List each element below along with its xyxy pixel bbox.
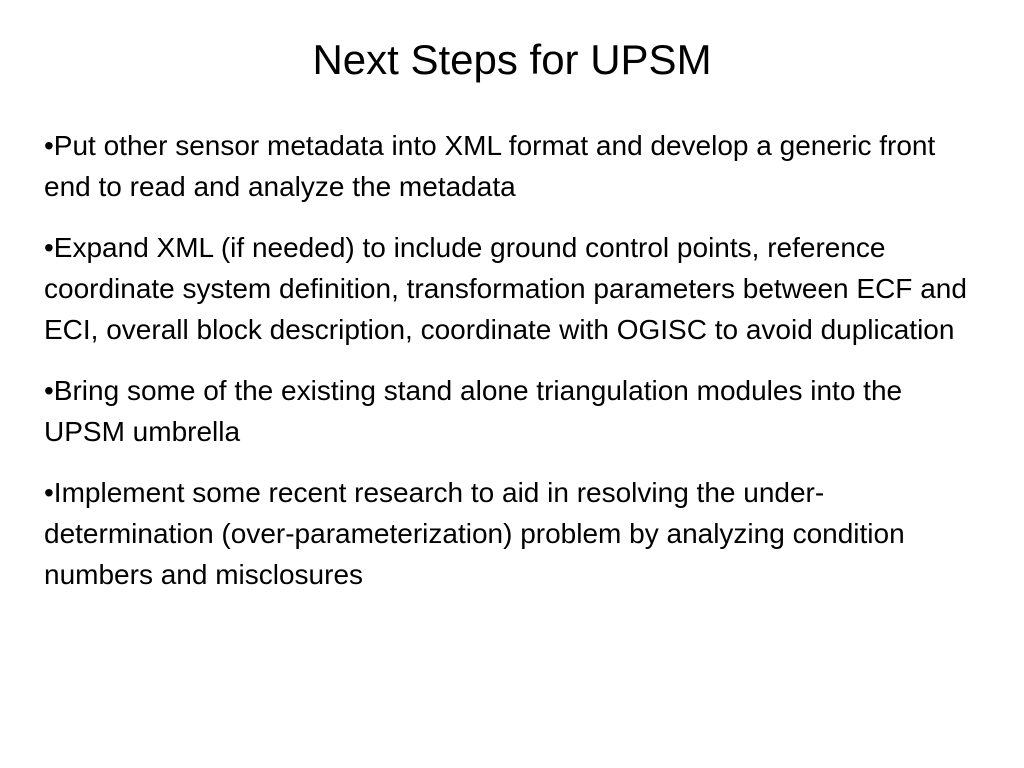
bullet-item: •Bring some of the existing stand alone triangulation modules into the UPSM umbrella (44, 375, 903, 447)
bullet-item: •Expand XML (if needed) to include ground control points, reference coordinate system definition, transformation parameters between ECF and ECI, overall block description, coordinate with OGISC to avoid duplication (44, 232, 967, 345)
slide-title: Next Steps for UPSM (312, 36, 712, 83)
bullet-list (44, 125, 984, 615)
bullet-item: •Put other sensor metadata into XML format and develop a generic front end to read and analyze the metadata (44, 130, 936, 202)
bullet-item: •Implement some recent research to aid in resolving the under-determination (over-parameterization) problem by analyzing condition numbers and misclosures (44, 477, 905, 590)
